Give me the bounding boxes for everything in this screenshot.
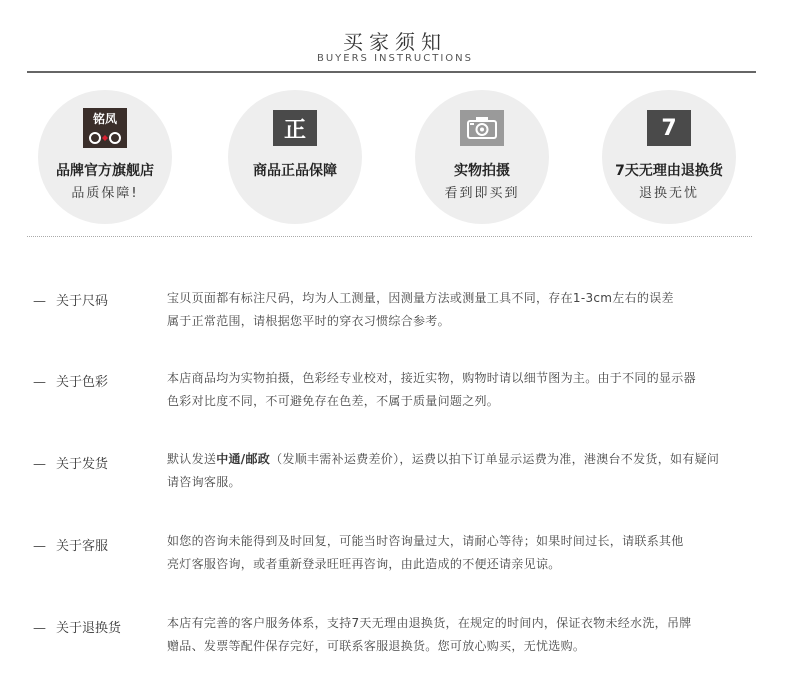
feature-label: 7天无理由退换货: [615, 163, 723, 179]
camera-icon: [460, 110, 504, 146]
section-body: [167, 287, 777, 333]
dash-icon: —: [33, 294, 46, 309]
section-returns: [0, 612, 790, 672]
dash-icon: —: [33, 457, 46, 472]
shipping-pre: 默认发送: [167, 452, 217, 466]
section-color: [0, 367, 790, 427]
dotted-divider: [27, 236, 752, 237]
section-line: 本店有完善的客户服务体系，支持7天无理由退换货，在规定的时间内，保证衣物未经水洗，吊牌: [167, 616, 692, 630]
feature-sub: 看到即买到: [444, 186, 520, 201]
section-body: [167, 367, 777, 413]
section-title-text: 关于尺码: [56, 294, 109, 309]
section-title-text: 关于色彩: [56, 375, 109, 390]
seven-icon-text: 7: [661, 115, 677, 141]
features-row: [0, 90, 790, 230]
brand-logo-text: 铭凤: [92, 112, 118, 126]
section-title-text: 关于退换货: [56, 621, 122, 636]
section-title-text: 关于发货: [56, 457, 109, 472]
section-line: 宝贝页面都有标注尺码，均为人工测量，因测量方法或测量工具不同，存在1-3cm左右的误差: [167, 291, 674, 305]
section-title: [33, 371, 108, 390]
page-subtitle: BUYERS INSTRUCTIONS: [317, 53, 473, 64]
section-size: [0, 287, 790, 347]
feature-sub: 退换无忧: [638, 186, 699, 201]
section-line: 赠品、发票等配件保存完好，可联系客服退换货。您可放心购买，无忧选购。: [167, 639, 586, 653]
feature-real-photo: [415, 90, 549, 224]
section-title: [33, 535, 108, 554]
section-line: 本店商品均为实物拍摄，色彩经专业校对，接近实物，购物时请以细节图为主。由于不同的显示器: [167, 371, 696, 385]
section-shipping: [0, 448, 790, 508]
zheng-icon: [273, 110, 317, 146]
seven-icon: [647, 110, 691, 146]
feature-genuine: [228, 90, 362, 224]
section-line: 亮灯客服咨询，或者重新登录旺旺再咨询，由此造成的不便还请亲见谅。: [167, 557, 561, 571]
feature-label: 实物拍摄: [454, 163, 510, 179]
shipping-carrier: 中通/邮政: [216, 452, 271, 466]
header-divider: [27, 71, 756, 73]
section-body: [167, 448, 777, 494]
section-line: 属于正常范围，请根据您平时的穿衣习惯综合参考。: [167, 314, 450, 328]
feature-label: 品牌官方旗舰店: [56, 163, 154, 179]
section-line: [167, 448, 777, 471]
section-title: [33, 617, 121, 636]
dash-icon: —: [33, 621, 46, 636]
feature-official-store: [38, 90, 172, 224]
feature-sub: 品质保障!: [71, 186, 139, 201]
feature-label: 商品正品保障: [253, 163, 337, 179]
zheng-icon-text: 正: [283, 117, 306, 143]
section-body: [167, 530, 777, 576]
section-body: [167, 612, 777, 658]
section-title: [33, 290, 108, 309]
brand-logo: [83, 108, 127, 148]
section-line: 请咨询客服。: [167, 475, 241, 489]
section-title-text: 关于客服: [56, 539, 109, 554]
dash-icon: —: [33, 375, 46, 390]
section-customer-service: [0, 530, 790, 590]
feature-seven-day-return: [602, 90, 736, 224]
section-title: [33, 453, 108, 472]
section-line: 色彩对比度不同，不可避免存在色差，不属于质量问题之列。: [167, 394, 500, 408]
dash-icon: —: [33, 539, 46, 554]
section-line: 如您的咨询未能得到及时回复，可能当时咨询量过大，请耐心等待；如果时间过长，请联系其他: [167, 534, 684, 548]
shipping-post: （发顺丰需补运费差价），运费以拍下订单显示运费为准，港澳台不发货，如有疑问: [270, 452, 720, 466]
page-title: 买家须知: [343, 30, 447, 54]
header: [0, 0, 790, 80]
